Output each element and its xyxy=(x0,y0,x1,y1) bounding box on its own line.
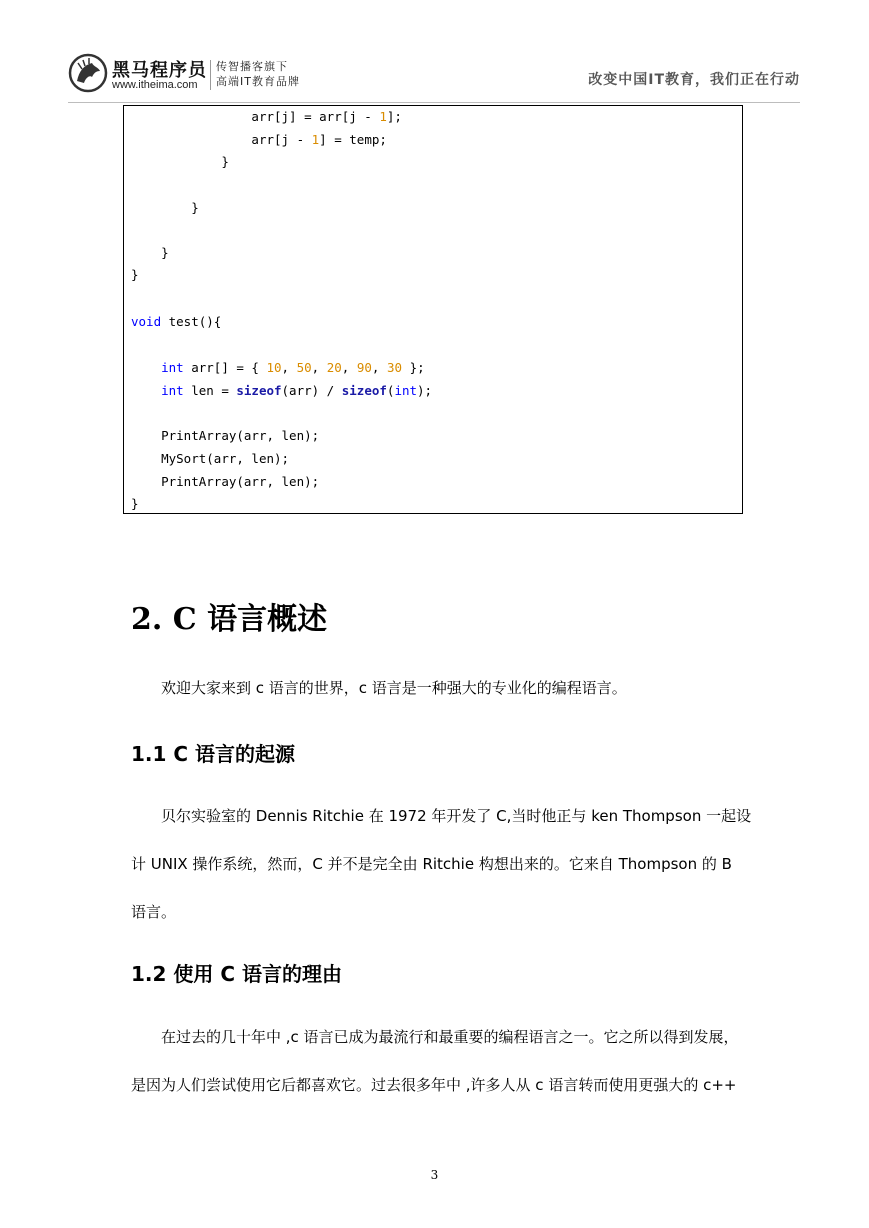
code-token-kw: int xyxy=(394,383,418,398)
code-token-plain: , xyxy=(371,360,387,375)
code-token-plain: arr[j - xyxy=(251,132,312,147)
code-token-plain: MySort(arr, len); xyxy=(161,451,290,466)
code-token-plain: , xyxy=(311,360,327,375)
code-token-plain: ] = temp; xyxy=(319,132,387,147)
code-indent xyxy=(131,383,161,398)
code-indent xyxy=(131,132,251,147)
subsection-title-reasons: 1.2 使用 C 语言的理由 xyxy=(131,962,342,986)
code-line xyxy=(131,427,319,445)
code-token-plain: , xyxy=(341,360,357,375)
brand-name: 黑马程序员 xyxy=(112,60,207,81)
code-token-fn: sizeof xyxy=(236,383,282,398)
paragraph-line: 语言。 xyxy=(131,903,177,921)
page-number: 3 xyxy=(430,1168,439,1182)
horse-logo-icon xyxy=(68,53,108,93)
code-token-kw: int xyxy=(161,383,184,398)
paragraph-line: 在过去的几十年中 ,c 语言已成为最流行和最重要的编程语言之一。它之所以得到发展， xyxy=(161,1028,739,1046)
code-line xyxy=(131,382,432,400)
paragraph-line: 计 UNIX 操作系统，然而，C 并不是完全由 Ritchie 构想出来的。它来自 Thompson 的 B xyxy=(131,855,732,873)
code-indent xyxy=(131,245,161,260)
code-token-plain: ]; xyxy=(386,109,402,124)
code-indent xyxy=(131,360,161,375)
reasons-paragraph xyxy=(131,1013,743,1109)
code-line xyxy=(131,495,139,513)
code-token-kw: void xyxy=(131,314,162,329)
code-line xyxy=(131,473,319,491)
code-line xyxy=(131,199,199,217)
code-token-plain: arr[] = { xyxy=(183,360,267,375)
code-token-plain: ); xyxy=(417,383,433,398)
code-line xyxy=(131,266,139,284)
code-token-num: 10 xyxy=(266,360,282,375)
code-token-plain: (arr) / xyxy=(281,383,342,398)
code-token-plain: test(){ xyxy=(161,314,222,329)
code-token-fn: sizeof xyxy=(341,383,387,398)
brand-tagline-2: 高端IT教育品牌 xyxy=(216,75,300,88)
code-line xyxy=(131,359,425,377)
code-indent xyxy=(131,109,251,124)
paragraph-line: 贝尔实验室的 Dennis Ritchie 在 1972 年开发了 C,当时他正与 ken Thompson 一起设 xyxy=(161,807,752,825)
code-token-num: 20 xyxy=(326,360,342,375)
code-line xyxy=(131,153,229,171)
header-divider xyxy=(210,60,211,90)
code-indent xyxy=(131,451,161,466)
code-token-plain: }; xyxy=(402,360,425,375)
code-indent xyxy=(131,428,161,443)
code-token-num: 30 xyxy=(386,360,403,375)
section-intro xyxy=(131,664,743,712)
code-token-plain: PrintArray(arr, len); xyxy=(161,474,320,489)
code-indent xyxy=(131,474,161,489)
code-token-plain: ( xyxy=(386,383,395,398)
code-token-plain: arr[j] = arr[j - xyxy=(251,109,380,124)
paragraph-line: 是因为人们尝试使用它后都喜欢它。过去很多年中 ,许多人从 c 语言转而使用更强大的 c++ xyxy=(131,1076,737,1094)
code-block xyxy=(123,105,743,514)
code-token-plain: } xyxy=(161,245,169,260)
code-token-plain: } xyxy=(221,154,229,169)
code-indent xyxy=(131,200,191,215)
brand-tagline-1: 传智播客旗下 xyxy=(216,60,288,73)
origin-paragraph xyxy=(131,792,752,936)
code-token-num: 1 xyxy=(379,109,387,124)
code-indent xyxy=(131,154,221,169)
code-token-num: 50 xyxy=(296,360,312,375)
code-line xyxy=(131,450,289,468)
code-token-plain: PrintArray(arr, len); xyxy=(161,428,320,443)
section-title: 2. C 语言概述 xyxy=(131,602,328,637)
brand-url[interactable]: www.itheima.com xyxy=(112,79,198,91)
page-header xyxy=(68,50,800,103)
code-line xyxy=(131,244,169,262)
code-token-plain: len = xyxy=(183,383,237,398)
code-token-num: 1 xyxy=(311,132,320,147)
code-token-kw: int xyxy=(161,360,184,375)
code-token-plain: } xyxy=(131,496,139,511)
code-line xyxy=(131,131,387,149)
header-slogan: 改变中国IT教育，我们正在行动 xyxy=(588,72,800,88)
subsection-title-origin: 1.1 C 语言的起源 xyxy=(131,742,296,766)
code-token-plain: } xyxy=(131,267,139,282)
code-line xyxy=(131,313,221,331)
code-line xyxy=(131,108,402,126)
code-token-plain: , xyxy=(281,360,297,375)
code-token-plain: } xyxy=(191,200,199,215)
code-token-num: 90 xyxy=(356,360,372,375)
intro-line: 欢迎大家来到 c 语言的世界，c 语言是一种强大的专业化的编程语言。 xyxy=(161,679,627,697)
